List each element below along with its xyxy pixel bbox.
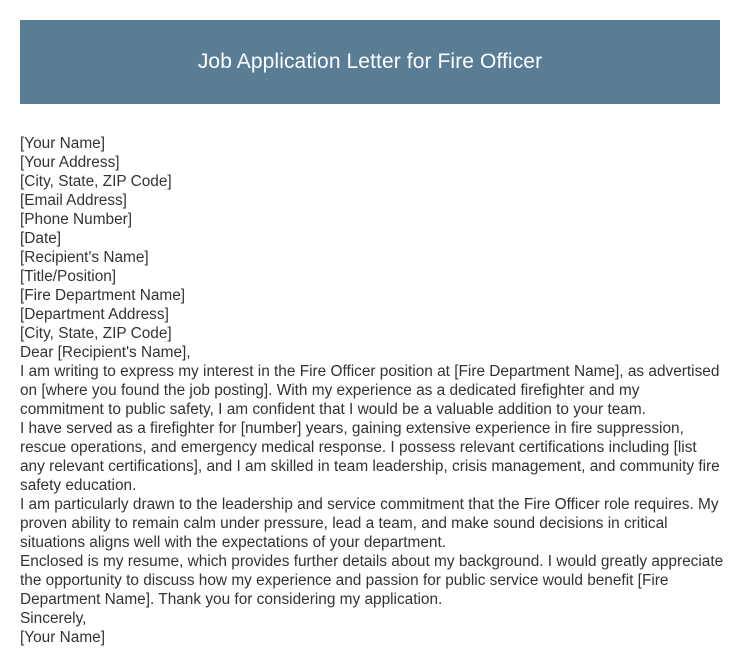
- salutation: Dear [Recipient's Name],: [20, 344, 191, 361]
- recipient-name: [Recipient's Name]: [20, 249, 149, 266]
- title-banner: [20, 20, 720, 104]
- letter-body: [20, 134, 724, 647]
- sender-phone: [Phone Number]: [20, 211, 133, 228]
- sender-email: [Email Address]: [20, 192, 127, 209]
- recipient-title: [Title/Position]: [20, 268, 117, 285]
- sender-address: [Your Address]: [20, 154, 120, 171]
- sender-city-state-zip: [City, State, ZIP Code]: [20, 173, 172, 190]
- body-paragraph-3: I am particularly drawn to the leadership and service commitment that the Fire Officer role requires. My proven ability to remain calm under pressure, lead a team, and make sound decisions in critical situations aligns well with the expectations of your department.: [20, 496, 719, 551]
- recipient-city-state-zip: [City, State, ZIP Code]: [20, 325, 172, 342]
- recipient-department-address: [Department Address]: [20, 306, 169, 323]
- sender-name: [Your Name]: [20, 135, 105, 152]
- body-paragraph-1: I am writing to express my interest in the Fire Officer position at [Fire Department Name], as advertised on [where you found the job posting]. With my experience as a dedicated firefighter and my commitment to public safety, I am confident that I would be a valuable addition to your team.: [20, 363, 720, 418]
- closing: Sincerely,: [20, 610, 87, 627]
- letter-date: [Date]: [20, 230, 62, 247]
- signature-name: [Your Name]: [20, 629, 105, 646]
- page-title: Job Application Letter for Fire Officer: [197, 50, 543, 73]
- recipient-department-name: [Fire Department Name]: [20, 287, 186, 304]
- body-paragraph-4: Enclosed is my resume, which provides further details about my background. I would greatly appreciate the opportunity to discuss how my experience and passion for public service would benefit [Fire Department Name]. Thank you for considering my application.: [20, 553, 724, 608]
- body-paragraph-2: I have served as a firefighter for [number] years, gaining extensive experience in fire suppression, rescue operations, and emergency medical response. I possess relevant certifications including [list any relevant certifications], and I am skilled in team leadership, crisis management, and community fire safety education.: [20, 420, 720, 494]
